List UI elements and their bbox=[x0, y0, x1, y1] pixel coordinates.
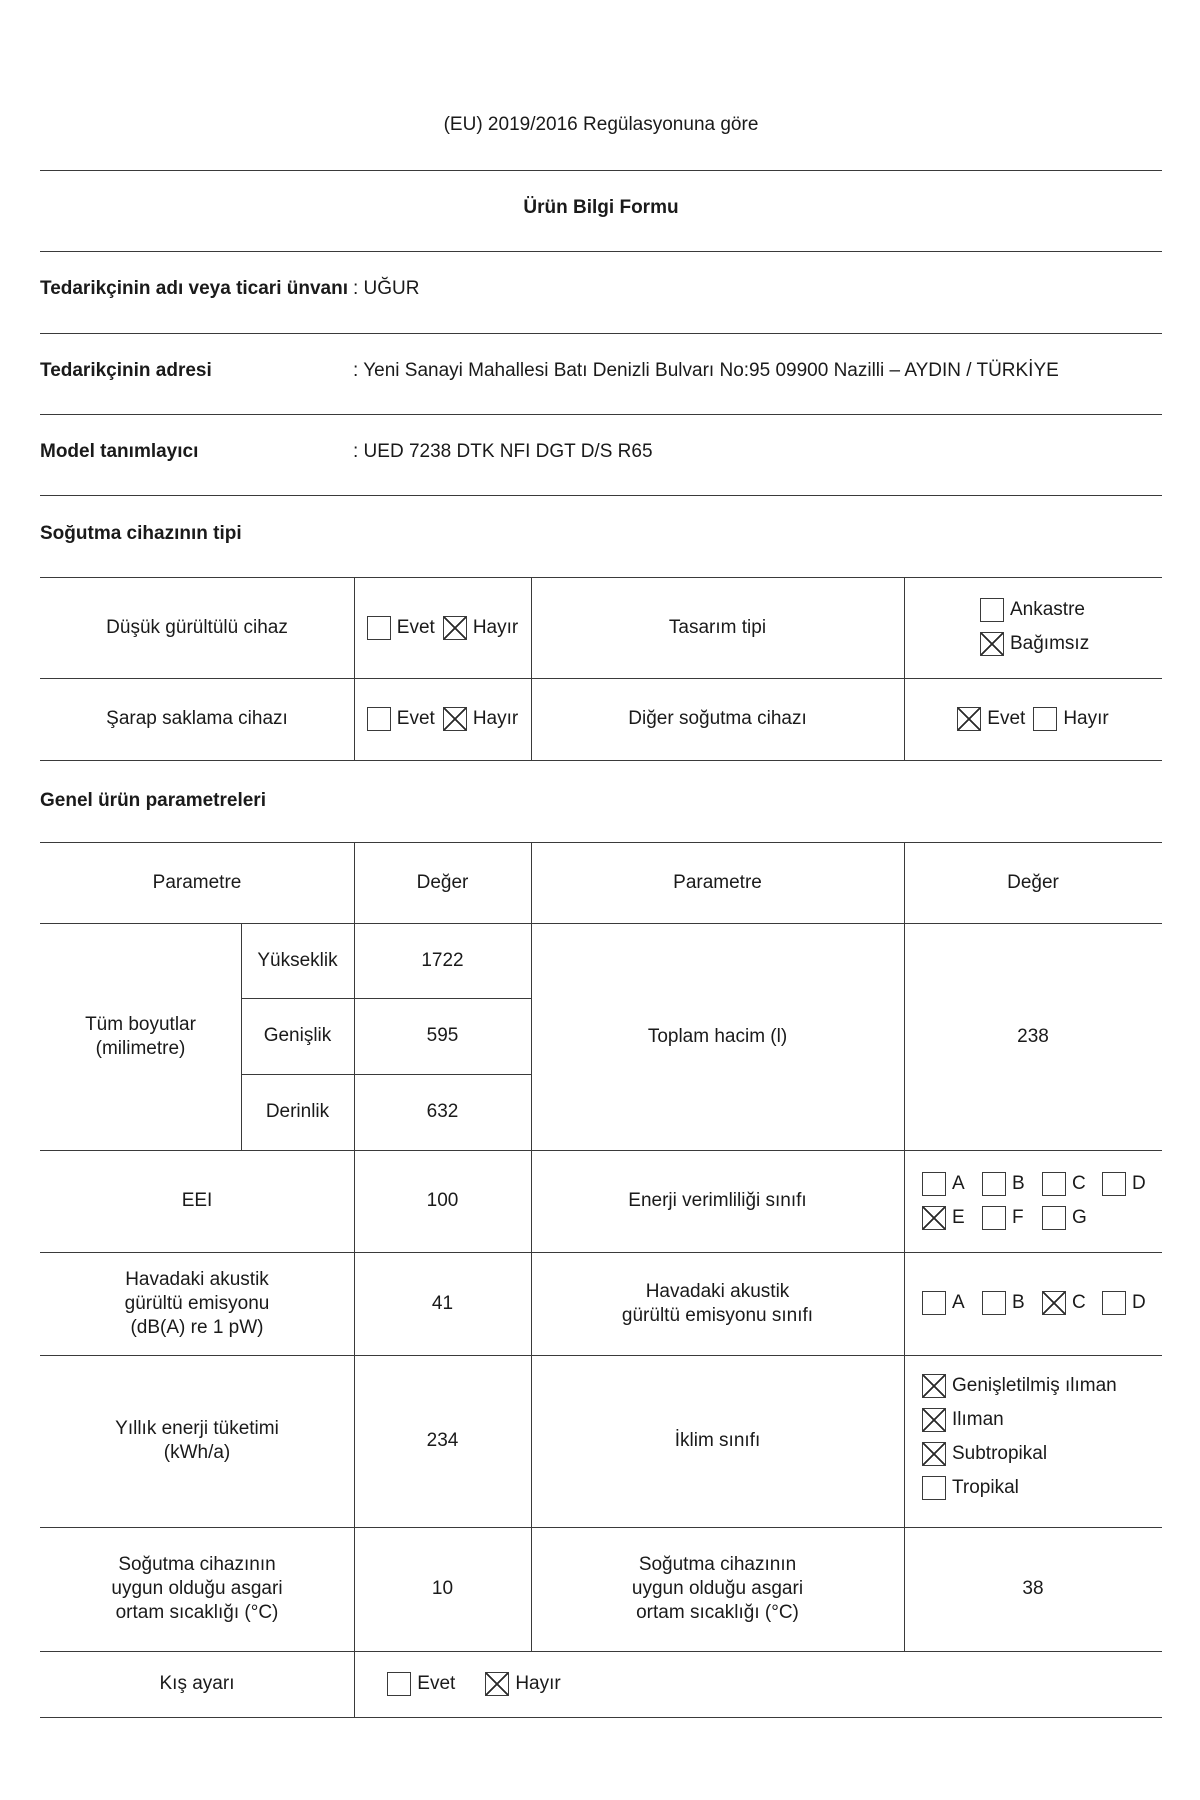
option-hayir[interactable]: Hayır bbox=[1033, 707, 1108, 731]
general-parameters-heading: Genel ürün parametreleri bbox=[40, 790, 266, 811]
noise-emission-label: Havadaki akustik gürültü emisyonu (dB(A) re 1 pW) bbox=[124, 1268, 270, 1338]
checkbox[interactable] bbox=[1033, 707, 1057, 731]
checkbox[interactable] bbox=[387, 1672, 411, 1696]
option-b[interactable]: B bbox=[982, 1291, 1042, 1315]
model-identifier-value: : UED 7238 DTK NFI DGT D/S R65 bbox=[353, 441, 653, 462]
climate-class-label: İklim sınıfı bbox=[674, 1430, 761, 1451]
checked-checkbox[interactable] bbox=[980, 632, 1004, 656]
checkbox[interactable] bbox=[982, 1291, 1006, 1315]
divider bbox=[40, 170, 1162, 171]
supplier-address-label: Tedarikçinin adresi bbox=[40, 360, 212, 381]
checkbox[interactable] bbox=[922, 1172, 946, 1196]
checkbox[interactable] bbox=[922, 1291, 946, 1315]
eei-label: EEI bbox=[181, 1190, 213, 1211]
option-temperate[interactable]: Ilıman bbox=[922, 1403, 1117, 1437]
option-a[interactable]: A bbox=[922, 1291, 982, 1315]
design-type-options bbox=[980, 593, 1089, 661]
winter-setting-options bbox=[354, 1651, 594, 1717]
header-value-left: Değer bbox=[416, 871, 469, 893]
wine-storage-label: Şarap saklama cihazı bbox=[106, 708, 288, 729]
total-volume-label: Toplam hacim (l) bbox=[647, 1025, 788, 1047]
model-identifier-label: Model tanımlayıcı bbox=[40, 441, 199, 462]
form-title: Ürün Bilgi Formu bbox=[523, 197, 679, 218]
low-noise-options bbox=[354, 577, 531, 678]
divider bbox=[40, 333, 1162, 334]
checkbox[interactable] bbox=[980, 598, 1004, 622]
width-label: Genişlik bbox=[263, 1025, 332, 1046]
option-ankastre[interactable]: Ankastre bbox=[980, 593, 1089, 627]
option-d[interactable]: D bbox=[1102, 1172, 1162, 1196]
option-tropical[interactable]: Tropikal bbox=[922, 1471, 1117, 1505]
checked-checkbox[interactable] bbox=[485, 1672, 509, 1696]
other-cooling-options bbox=[904, 678, 1162, 760]
checked-checkbox[interactable] bbox=[922, 1408, 946, 1432]
noise-emission-value: 41 bbox=[431, 1292, 454, 1314]
divider bbox=[40, 414, 1162, 415]
checkbox[interactable] bbox=[1042, 1172, 1066, 1196]
header-value-right: Değer bbox=[1007, 871, 1059, 893]
supplier-name-value: : UĞUR bbox=[353, 278, 420, 299]
checked-checkbox[interactable] bbox=[957, 707, 981, 731]
option-subtropical[interactable]: Subtropikal bbox=[922, 1437, 1117, 1471]
low-noise-label: Düşük gürültülü cihaz bbox=[106, 616, 288, 638]
regulation-reference: (EU) 2019/2016 Regülasyonuna göre bbox=[443, 114, 759, 135]
option-c[interactable]: C bbox=[1042, 1291, 1102, 1315]
header-parameter-right: Parametre bbox=[673, 871, 762, 893]
energy-class-label: Enerji verimliliği sınıfı bbox=[628, 1190, 807, 1211]
checkbox[interactable] bbox=[982, 1172, 1006, 1196]
option-evet[interactable]: Evet bbox=[957, 707, 1025, 731]
noise-class-label: Havadaki akustik gürültü emisyonu sınıfı bbox=[621, 1280, 814, 1326]
checked-checkbox[interactable] bbox=[1042, 1291, 1066, 1315]
checkbox[interactable] bbox=[1102, 1172, 1126, 1196]
supplier-address-value: : Yeni Sanayi Mahallesi Batı Denizli Bulvarı No:95 09900 Nazilli – AYDIN / TÜRKİYE bbox=[353, 360, 1059, 381]
option-a[interactable]: A bbox=[922, 1172, 982, 1196]
checkbox[interactable] bbox=[1042, 1206, 1066, 1230]
annual-energy-label: Yıllık enerji tüketimi (kWh/a) bbox=[115, 1418, 279, 1463]
annual-energy-value: 234 bbox=[426, 1430, 459, 1451]
option-evet[interactable]: Evet bbox=[367, 616, 435, 640]
checked-checkbox[interactable] bbox=[443, 707, 467, 731]
dimensions-label: Tüm boyutlar (milimetre) bbox=[85, 1013, 196, 1059]
divider bbox=[40, 251, 1162, 252]
checked-checkbox[interactable] bbox=[922, 1442, 946, 1466]
min-ambient-temp-value: 10 bbox=[431, 1578, 454, 1599]
winter-setting-label: Kış ayarı bbox=[159, 1673, 235, 1694]
height-label: Yükseklik bbox=[257, 949, 338, 971]
option-g[interactable]: G bbox=[1042, 1206, 1102, 1230]
option-f[interactable]: F bbox=[982, 1206, 1042, 1230]
energy-class-options bbox=[922, 1172, 1162, 1230]
header-parameter-left: Parametre bbox=[152, 871, 242, 893]
divider bbox=[40, 495, 1162, 496]
supplier-name-label: Tedarikçinin adı veya ticari ünvanı bbox=[40, 278, 348, 299]
climate-class-options bbox=[922, 1369, 1117, 1505]
checkbox[interactable] bbox=[1102, 1291, 1126, 1315]
option-evet[interactable]: Evet bbox=[367, 707, 435, 731]
depth-value: 632 bbox=[426, 1101, 459, 1122]
checked-checkbox[interactable] bbox=[922, 1374, 946, 1398]
option-hayir[interactable]: Hayır bbox=[443, 707, 518, 731]
option-b[interactable]: B bbox=[982, 1172, 1042, 1196]
other-cooling-label: Diğer soğutma cihazı bbox=[628, 708, 807, 729]
checked-checkbox[interactable] bbox=[443, 616, 467, 640]
wine-storage-options bbox=[354, 678, 531, 760]
noise-class-options bbox=[922, 1291, 1162, 1315]
checkbox[interactable] bbox=[922, 1476, 946, 1500]
depth-label: Derinlik bbox=[265, 1101, 330, 1122]
width-value: 595 bbox=[426, 1025, 459, 1046]
min-ambient-temp-label: Soğutma cihazının uygun olduğu asgari ortam sıcaklığı (°C) bbox=[111, 1554, 283, 1623]
option-hayir[interactable]: Hayır bbox=[443, 616, 518, 640]
height-value: 1722 bbox=[421, 949, 464, 971]
design-type-label: Tasarım tipi bbox=[668, 616, 767, 638]
option-bagimsiz[interactable]: Bağımsız bbox=[980, 627, 1089, 661]
total-volume-value: 238 bbox=[1017, 1025, 1049, 1047]
option-c[interactable]: C bbox=[1042, 1172, 1102, 1196]
option-evet[interactable]: Evet bbox=[387, 1672, 455, 1696]
option-extended-temperate[interactable]: Genişletilmiş ılıman bbox=[922, 1369, 1117, 1403]
max-ambient-temp-value: 38 bbox=[1022, 1578, 1044, 1599]
option-d[interactable]: D bbox=[1102, 1291, 1162, 1315]
option-hayir[interactable]: Hayır bbox=[485, 1672, 560, 1696]
checkbox[interactable] bbox=[367, 707, 391, 731]
appliance-type-heading: Soğutma cihazının tipi bbox=[40, 523, 242, 544]
checkbox[interactable] bbox=[982, 1206, 1006, 1230]
checkbox[interactable] bbox=[367, 616, 391, 640]
option-e[interactable]: E bbox=[922, 1206, 982, 1230]
eei-value: 100 bbox=[426, 1190, 459, 1211]
max-ambient-temp-label: Soğutma cihazının uygun olduğu asgari ortam sıcaklığı (°C) bbox=[631, 1554, 804, 1623]
checked-checkbox[interactable] bbox=[922, 1206, 946, 1230]
